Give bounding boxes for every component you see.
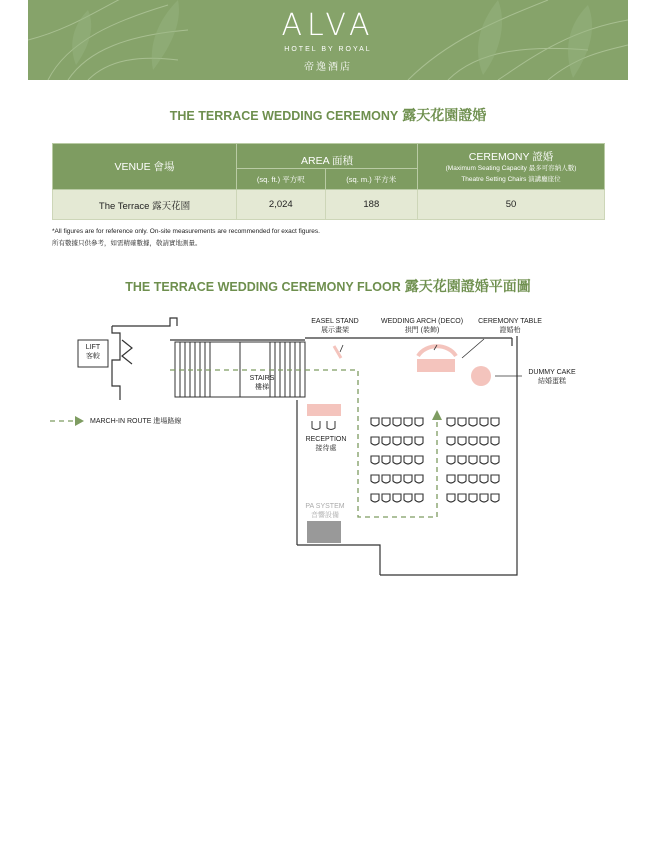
chair (415, 418, 423, 426)
pa-label (298, 502, 352, 520)
ceremony-title-cn: 露天花園證婚 (402, 107, 487, 123)
stairs-label-cn: 樓梯 (255, 384, 269, 391)
chair (469, 437, 477, 445)
stairs-label (232, 374, 292, 392)
easel-stand (334, 346, 341, 358)
ceremony-header (418, 144, 605, 190)
chair (480, 437, 488, 445)
stairs-label-en: STAIRS (249, 375, 275, 382)
ceremony-cell: 50 (418, 190, 605, 220)
ceremony-title (0, 105, 656, 125)
seating-right (447, 418, 499, 502)
chair (491, 418, 499, 426)
route-legend-label: MARCH-IN ROUTE 進場路線 (90, 418, 182, 425)
note-cn: 所有數據只供參考，如需精確數據，敬請實地測量。 (52, 240, 202, 247)
arch-label-cn: 拱門 (裝飾) (404, 327, 440, 334)
cake-label-cn: 結婚蛋糕 (538, 378, 566, 385)
chair (404, 418, 412, 426)
lift-label-cn: 客較 (86, 353, 100, 360)
chair (415, 456, 423, 464)
pa-label-cn: 音響設備 (311, 512, 339, 519)
sqm-header: (sq. m.) 平方米 (325, 169, 417, 190)
chair (480, 494, 488, 502)
sqft-cell: 2,024 (237, 190, 326, 220)
ceremony-header-title: CEREMONY 證婚 (468, 151, 554, 163)
chair (415, 494, 423, 502)
chair (469, 418, 477, 426)
venue-cell: The Terrace 露天花園 (53, 190, 237, 220)
chair (469, 456, 477, 464)
floor-plan-title (0, 276, 656, 296)
ceremony-table (417, 359, 455, 372)
reception-label-en: RECEPTION (305, 436, 347, 443)
chair (393, 494, 401, 502)
chair (447, 456, 455, 464)
legend-arrow-icon (75, 416, 84, 426)
hotel-logo-name: ALVA (281, 8, 375, 43)
chair (382, 494, 390, 502)
chair (382, 418, 390, 426)
area-header: AREA 面積 (237, 144, 418, 169)
ceremony-title-en: THE TERRACE WEDDING CEREMONY (169, 109, 399, 123)
chair (404, 475, 412, 483)
chair (415, 475, 423, 483)
arch-label-en: WEDDING ARCH (DECO) (380, 318, 464, 325)
seating-left (371, 418, 423, 502)
cake-label-en: DUMMY CAKE (528, 369, 576, 376)
chair (480, 418, 488, 426)
chair (382, 437, 390, 445)
sqft-header: (sq. ft.) 平方呎 (237, 169, 326, 190)
chair (447, 475, 455, 483)
chair (404, 494, 412, 502)
ceremony-table-label-cn: 證婚枱 (499, 327, 521, 334)
lift-icon (122, 340, 132, 364)
chair (415, 437, 423, 445)
route-arrow-icon (432, 410, 442, 420)
reception-chairs (312, 421, 335, 430)
table-row (53, 190, 605, 220)
floor-plan-title-cn: 露天花園證婚平面圖 (404, 278, 531, 294)
easel-label (300, 317, 370, 335)
chair (447, 437, 455, 445)
chair (382, 456, 390, 464)
chair (382, 475, 390, 483)
chair (469, 475, 477, 483)
chair (371, 418, 379, 426)
lift-label (78, 343, 108, 361)
chair (491, 437, 499, 445)
chair (480, 456, 488, 464)
ceremony-table-label-en: CEREMONY TABLE (478, 318, 542, 325)
sqm-cell: 188 (325, 190, 417, 220)
hotel-logo-chinese: 帝逸酒店 (304, 62, 352, 73)
chair (458, 494, 466, 502)
chair (371, 456, 379, 464)
chair (447, 418, 455, 426)
chair (371, 494, 379, 502)
easel-label-cn: 展示畫架 (321, 327, 349, 334)
easel-label-en: EASEL STAND (311, 318, 359, 325)
floor-plan-title-en: THE TERRACE WEDDING CEREMONY FLOOR (125, 280, 401, 294)
ceremony-header-sub1: (Maximum Seating Capacity 最多可容納人數) (445, 165, 577, 172)
arch-label (374, 317, 470, 335)
chair (393, 456, 401, 464)
chair (404, 437, 412, 445)
chair (371, 437, 379, 445)
chair (393, 475, 401, 483)
wedding-arch (418, 346, 456, 356)
reception-desk (307, 404, 341, 416)
chair (480, 475, 488, 483)
venue-header: VENUE 會場 (53, 144, 237, 190)
hotel-header-banner (28, 0, 628, 80)
chair (458, 437, 466, 445)
chair (491, 475, 499, 483)
ceremony-table-label (470, 317, 550, 335)
reception-label (298, 435, 354, 453)
chair (458, 456, 466, 464)
chair (469, 494, 477, 502)
cake-label (522, 368, 582, 386)
chair (393, 437, 401, 445)
chair (447, 494, 455, 502)
chair (458, 418, 466, 426)
dummy-cake (471, 366, 491, 386)
chair (491, 456, 499, 464)
pa-system (307, 521, 341, 543)
reception-label-cn: 接待處 (315, 445, 337, 452)
pa-label-en: PA SYSTEM (305, 503, 345, 510)
lift-label-en: LIFT (85, 344, 101, 351)
chair (371, 475, 379, 483)
note-en: *All figures are for reference only. On-site measurements are recommended for exact figures. (52, 228, 320, 235)
chair (491, 494, 499, 502)
chair (458, 475, 466, 483)
ceremony-header-sub2: Theatre Setting Chairs 演講廳座位 (461, 176, 561, 183)
capacity-table (52, 143, 605, 220)
hotel-logo-subtitle: HOTEL BY ROYAL (284, 46, 372, 53)
chair (393, 418, 401, 426)
chair (404, 456, 412, 464)
